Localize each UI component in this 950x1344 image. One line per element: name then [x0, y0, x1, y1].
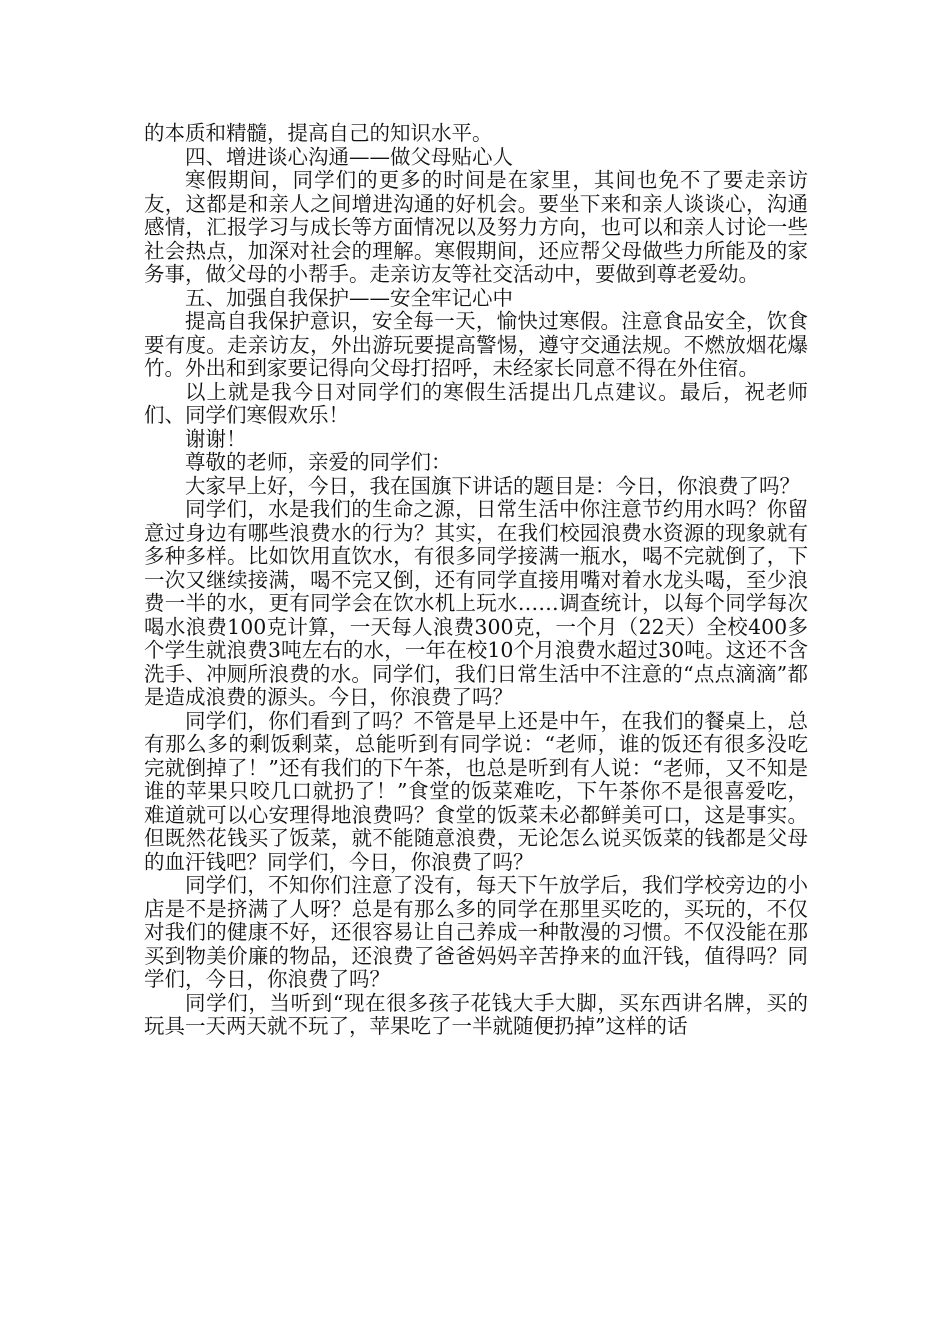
salutation: 尊敬的老师，亲爱的同学们：	[185, 450, 452, 474]
paragraph: 的本质和精髓，提高自己的知识水平。	[144, 121, 493, 145]
paragraph: 同学们，你们看到了吗？不管是早上还是中午，在我们的餐桌上，总有那么多的剩饭剩菜，总能听到有同学说：“老师，谁的饭还有很多没吃完就倒掉了！”还有我们的下午茶，也总是听到有人说：“老师，又不知是谁的苹果只咬几口就扔了！”食堂的饭菜难吃，下午茶你不是很喜爱吃，难道就可以心安理得地浪费吗？食堂的饭菜未必都鲜美可口，这是事实。但既然花钱买了饭菜，就不能随意浪费，无论怎么说买饭菜的钱都是父母的血汗钱吧？同学们，今日，你浪费了吗？	[144, 708, 808, 874]
paragraph: 寒假期间，同学们的更多的时间是在家里，其间也免不了要走亲访友，这都是和亲人之间增进沟通的好机会。要坐下来和亲人谈谈心，沟通感情，汇报学习与成长等方面情况以及努力方向，也可以和亲人讨论一些社会热点，加深对社会的理解。寒假期间，还应帮父母做些力所能及的家务事，做父母的小帮手。走亲访友等社交活动中，要做到尊老爱幼。	[144, 168, 808, 286]
section-heading: 五、加强自我保护——安全牢记心中	[185, 285, 513, 310]
paragraph: 同学们，水是我们的生命之源，日常生活中你注意节约用水吗？你留意过身边有哪些浪费水的行为？其实，在我们校园浪费水资源的现象就有多种多样。比如饮用直饮水，有很多同学接满一瓶水，喝不完就倒了，下一次又继续接满，喝不完又倒，还有同学直接用嘴对着水龙头喝，至少浪费一半的水，更有同学会在饮水机上玩水……调查统计，以每个同学每次喝水浪费100克计算，一天每人浪费300克，一个月（22天）全校400多个学生就浪费3吨左右的水，一年在校10个月浪费水超过30吨。这还不含洗手、冲厕所浪费的水。同学们，我们日常生活中不注意的“点点滴滴”都是造成浪费的源头。今日，你浪费了吗？	[144, 497, 808, 709]
paragraph: 提高自我保护意识，安全每一天，愉快过寒假。注意食品安全，饮食要有度。走亲访友，外出游玩要提高警惕，遵守交通法规。不燃放烟花爆竹。外出和到家要记得向父母打招呼，未经家长同意不得在外住宿。	[144, 309, 808, 380]
document-body	[144, 122, 808, 1039]
paragraph: 同学们，不知你们注意了没有，每天下午放学后，我们学校旁边的小店是不是挤满了人呀？总是有那么多的同学在那里买吃的，买玩的，不仅对我们的健康不好，还很容易让自己养成一种散漫的习惯。不仅没能在那买到物美价廉的物品，还浪费了爸爸妈妈辛苦挣来的血汗钱，值得吗？同学们，今日，你浪费了吗？	[144, 873, 808, 991]
paragraph: 以上就是我今日对同学们的寒假生活提出几点建议。最后，祝老师们、同学们寒假欢乐！	[144, 379, 808, 427]
section-heading: 四、增进谈心沟通——做父母贴心人	[185, 144, 513, 169]
paragraph: 大家早上好，今日，我在国旗下讲话的题目是：今日，你浪费了吗？	[185, 473, 800, 498]
paragraph: 谢谢！	[185, 426, 247, 451]
paragraph: 同学们，当听到“现在很多孩子花钱大手大脚，买东西讲名牌，买的玩具一天两天就不玩了，苹果吃了一半就随便扔掉”这样的话	[144, 990, 808, 1038]
